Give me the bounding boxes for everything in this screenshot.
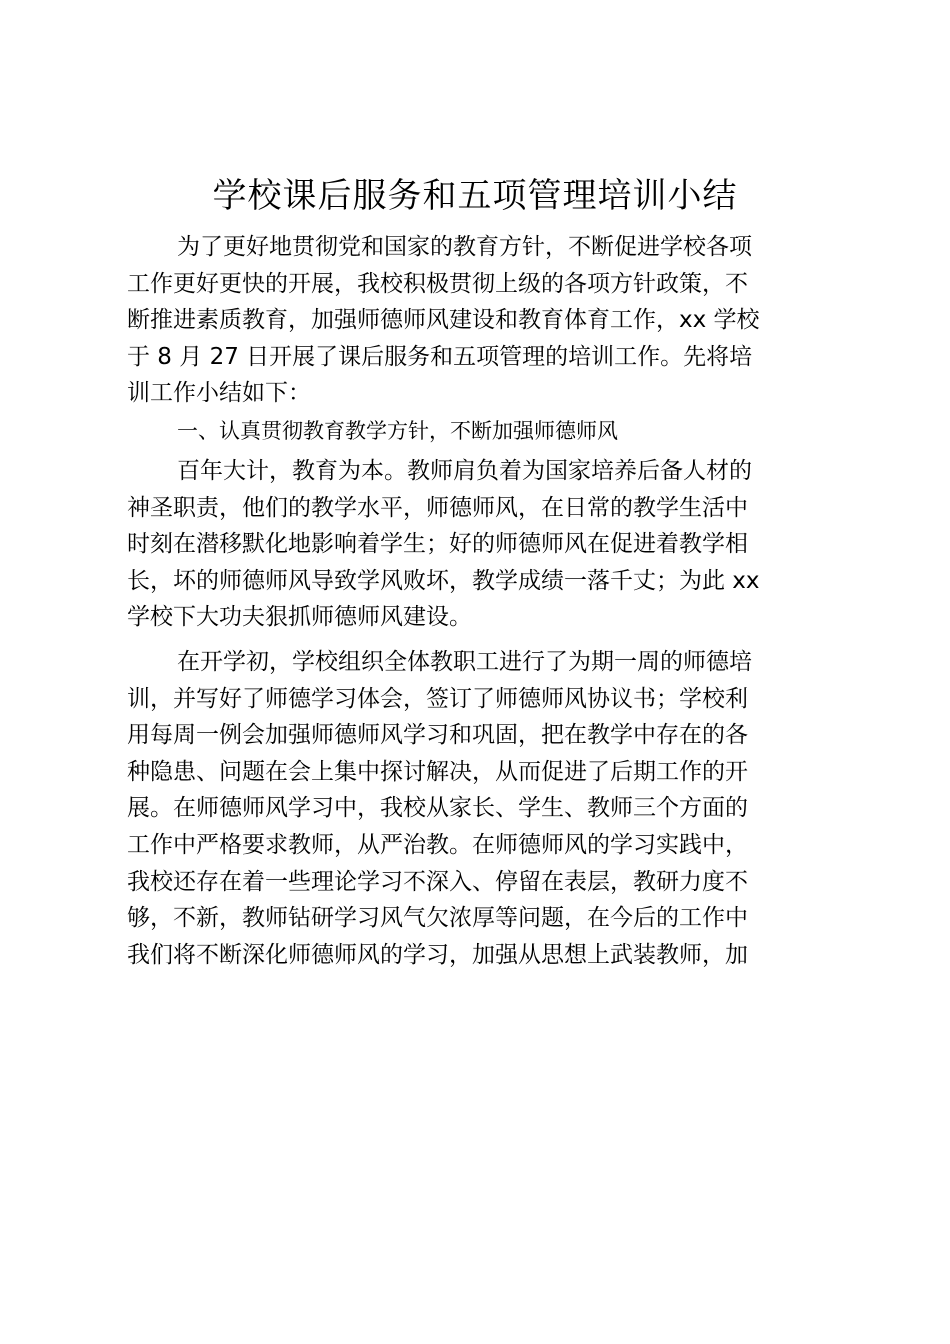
text-line: 工作更好更快的开展，我校积极贯彻上级的各项方针政策，不 <box>127 270 748 297</box>
document-title: 学校课后服务和五项管理培训小结 <box>212 176 738 216</box>
text-line: 神圣职责，他们的教学水平，师德师风，在日常的教学生活中 <box>127 494 748 521</box>
paragraph-gap <box>127 635 833 643</box>
text-line: 训，并写好了师德学习体会，签订了师德师风协议书；学校利 <box>127 685 748 712</box>
text-line: 训工作小结如下： <box>127 380 311 407</box>
text-line: 展。在师德师风学习中，我校从家长、学生、教师三个方面的 <box>127 795 748 822</box>
section-heading: 一、认真贯彻教育教学方针，不断加强师德师风 <box>177 418 618 443</box>
text-line: 百年大计，教育为本。教师肩负着为国家培养后备人材的 <box>177 457 752 484</box>
body-paragraph <box>127 452 833 635</box>
text-line: 用每周一例会加强师德师风学习和巩固，把在教学中存在的各 <box>127 722 748 749</box>
text-line: 断推进素质教育，加强师德师风建设和教育体育工作，xx 学校 <box>127 307 760 334</box>
text-line: 我们将不断深化师德师风的学习，加强从思想上武装教师，加 <box>127 941 748 968</box>
intro-paragraph <box>127 228 833 411</box>
text-line: 我校还存在着一些理论学习不深入、停留在表层，教研力度不 <box>127 868 748 895</box>
text-line: 学校下大功夫狠抓师德师风建设。 <box>127 604 472 631</box>
text-line: 工作中严格要求教师，从严治教。在师德师风的学习实践中， <box>127 831 748 858</box>
text-line: 种隐患、问题在会上集中探讨解决，从而促进了后期工作的开 <box>127 758 748 785</box>
text-line: 够，不新，教师钻研学习风气欠浓厚等问题，在今后的工作中 <box>127 905 748 932</box>
body-paragraph <box>127 643 833 972</box>
text-line: 为了更好地贯彻党和国家的教育方针，不断促进学校各项 <box>177 234 752 260</box>
document-body <box>127 228 833 972</box>
text-line: 时刻在潜移默化地影响着学生；好的师德师风在促进着教学相 <box>127 531 748 558</box>
text-line: 于 8 月 27 日开展了课后服务和五项管理的培训工作。先将培 <box>127 343 753 370</box>
text-line: 长，坏的师德师风导致学风败坏，教学成绩一落千丈；为此 xx <box>127 567 760 594</box>
text-line: 在开学初，学校组织全体教职工进行了为期一周的师德培 <box>177 648 752 675</box>
